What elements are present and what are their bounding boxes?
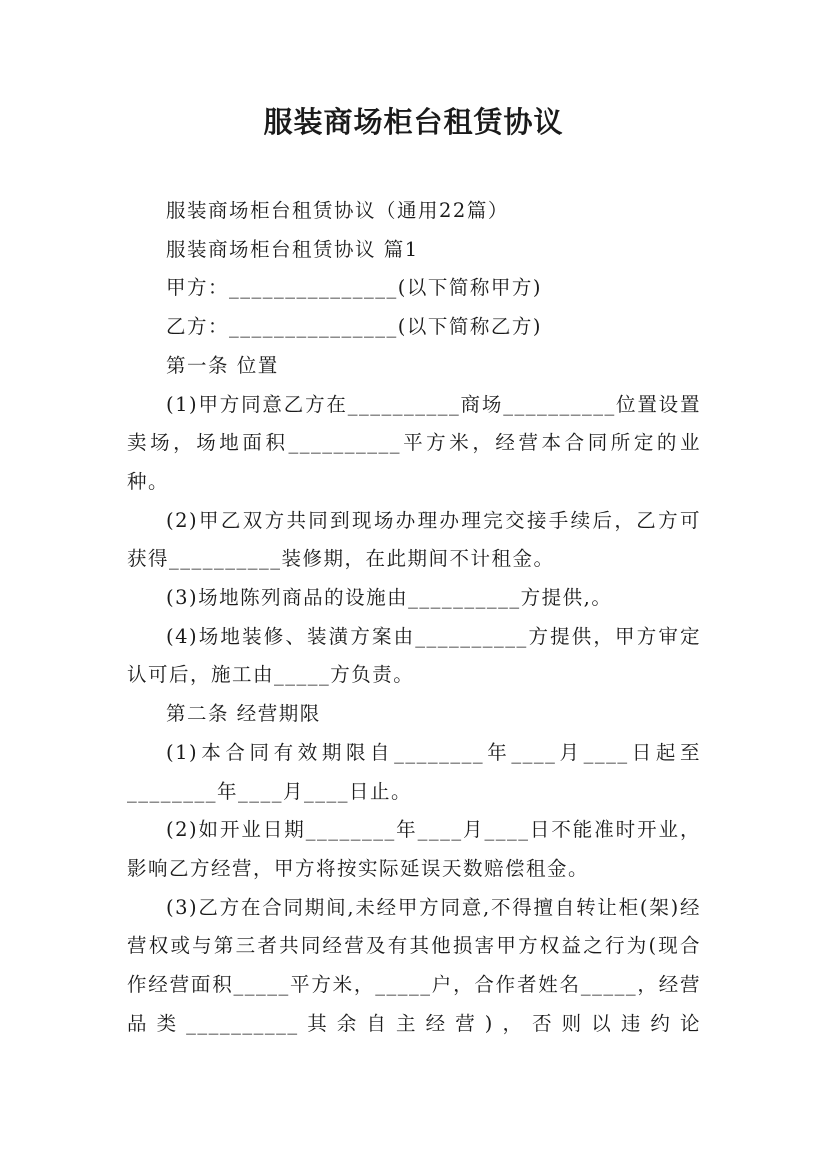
paragraph-article-1-heading: 第一条 位置 (166, 353, 279, 377)
paragraph-party-b: 乙方：_______________(以下简称乙方) (166, 315, 542, 339)
paragraph-article-2-clause-1: (1)本合同有效期限自________年____月____日起至________年____月____日止。 (127, 740, 701, 803)
paragraph-article-1-clause-2: (2)甲乙双方共同到现场办理办理完交接手续后，乙方可获得__________装修期，在此期间不计租金。 (127, 508, 701, 571)
paragraph-article-2-clause-2: (2)如开业日期________年____月____日不能准时开业，影响乙方经营，甲方将按实际延误天数赔偿租金。 (127, 818, 701, 880)
paragraph-article-1-clause-4: (4)场地装修、装潢方案由__________方提供，甲方审定认可后，施工由_____方负责。 (127, 624, 701, 687)
paragraph-subtitle: 服装商场柜台租赁协议（通用22篇） (166, 199, 509, 222)
paragraph-article-2-heading: 第二条 经营期限 (166, 702, 321, 726)
paragraph-article-1-clause-1: (1)甲方同意乙方在__________商场__________位置设置卖场，场地面积__________平方米，经营本合同所定的业种。 (127, 392, 701, 493)
paragraph-article-1-clause-3: (3)场地陈列商品的设施由__________方提供,。 (166, 586, 613, 610)
document-body (127, 192, 701, 1043)
paragraph-section-heading: 服装商场柜台租赁协议 篇1 (166, 237, 419, 261)
paragraph-party-a: 甲方：_______________(以下简称甲方) (166, 276, 542, 300)
document-title: 服装商场柜台租赁协议 (263, 105, 564, 139)
paragraph-article-2-clause-3: (3)乙方在合同期间,未经甲方同意,不得擅自转让柜(架)经营权或与第三者共同经营及有其他损害甲方权益之行为(现合作经营面积_____平方米，_____户，合作者姓名_____，经营品类__________其余自主经营)，否则以违约论 (127, 895, 701, 1035)
